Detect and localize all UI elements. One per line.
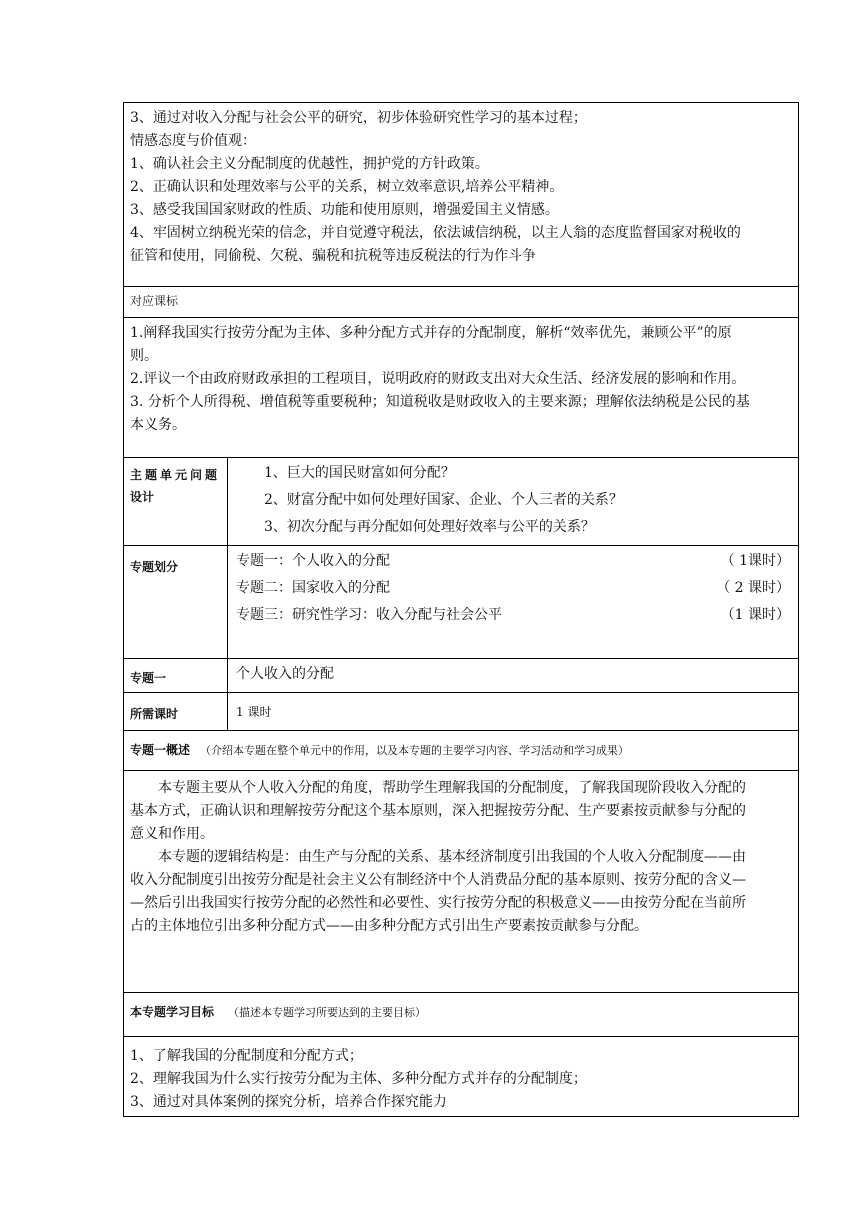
goal-line: 1、了解我国的分配制度和分配方式； (130, 1048, 363, 1064)
curriculum-label-cell (124, 287, 798, 318)
overview-line: 本专题主要从个人收入分配的角度，帮助学生理解我国的分配制度，了解我国现阶段收入分配的 (158, 780, 746, 796)
objective-line: 3、通过对收入分配与社会公平的研究，初步体验研究性学习的基本过程； (130, 110, 587, 126)
topic-division-item (236, 548, 790, 575)
objective-line: 4、牢固树立纳税光荣的信念，并自觉遵守税法，依法诚信纳税，以主人翁的态度监督国家对税收的 (130, 225, 741, 241)
curriculum-line: 3. 分析个人所得税、增值税等重要税种；知道税收是财政收入的主要来源；理解依法纳税是公民的基 (130, 394, 750, 410)
goals-label: 本专题学习目标 (130, 1005, 215, 1019)
goals-label-cell (124, 993, 798, 1037)
unit-questions-row (124, 458, 798, 546)
unit-questions-list (228, 458, 798, 545)
objective-line: 情感态度与价值观： (130, 133, 256, 149)
topic-division-item (236, 602, 790, 629)
topic-name: 专题二：国家收入的分配 (236, 580, 390, 596)
curriculum-line: 1.阐释我国实行按劳分配为主体、多种分配方式并存的分配制度，解析“效率优先，兼顾公平”的原 (130, 325, 732, 341)
overview-text (124, 771, 798, 938)
objectives-text (124, 103, 798, 268)
topic-hours: （1 课时） (720, 607, 790, 623)
lesson-plan-table (123, 102, 799, 1117)
curriculum-line: 则。 (130, 348, 158, 364)
overview-line: 收入分配制度引出按劳分配是社会主义公有制经济中个人消费品分配的基本原则、按劳分配的含义— (130, 872, 746, 888)
goals-text (124, 1037, 798, 1114)
goals-content-cell (124, 1037, 798, 1116)
unit-questions-label-line2: 设计 (130, 490, 155, 504)
unit-question-item: 1、巨大的国民财富如何分配？ (264, 465, 455, 481)
unit-question-item: 3、初次分配与再分配如何处理好效率与公平的关系？ (264, 519, 595, 535)
overview-line: —然后引出我国实行按劳分配的必然性和必要性、实行按劳分配的积极意义——由按劳分配在当前所 (130, 895, 746, 911)
topic-name: 专题一：个人收入的分配 (236, 553, 390, 569)
topic-division-list (228, 546, 798, 658)
curriculum-label: 对应课标 (130, 294, 179, 308)
hours-row (124, 693, 798, 731)
unit-questions-label-line1: 主题单元问题 (130, 468, 221, 482)
topic-division-row (124, 546, 798, 659)
objective-line: 2、正确认识和处理效率与公平的关系，树立效率意识,培养公平精神。 (130, 179, 564, 195)
unit-questions-label (124, 458, 228, 545)
topic-name: 专题三：研究性学习：收入分配与社会公平 (236, 607, 502, 623)
overview-label-cell (124, 731, 798, 771)
topic-hours: （ 2 课时） (716, 580, 790, 596)
topic-one-row (124, 659, 798, 693)
unit-question-item: 2、财富分配中如何处理好国家、企业、个人三者的关系？ (264, 492, 623, 508)
overview-note: （介绍本专题在整个单元中的作用，以及本专题的主要学习内容、学习活动和学习成果） (200, 744, 630, 757)
overview-content-cell (124, 771, 798, 993)
goal-line: 2、理解我国为什么实行按劳分配为主体、多种分配方式并存的分配制度； (130, 1071, 587, 1087)
curriculum-content-cell (124, 318, 798, 458)
overview-line: 基本方式，正确认识和理解按劳分配这个基本原则，深入把握按劳分配、生产要素按贡献参与分配的 (130, 803, 746, 819)
objective-line: 1、确认社会主义分配制度的优越性，拥护党的方针政策。 (130, 156, 489, 172)
objective-line: 3、感受我国国家财政的性质、功能和使用原则，增强爱国主义情感。 (130, 202, 559, 218)
overview-line: 意义和作用。 (130, 826, 214, 842)
overview-line: 本专题的逻辑结构是：由生产与分配的关系、基本经济制度引出我国的个人收入分配制度——由 (158, 849, 746, 865)
overview-label: 专题一概述 (130, 743, 191, 757)
goal-line: 3、通过对具体案例的探究分析，培养合作探究能力 (130, 1094, 447, 1110)
hours-value: 1 课时 (236, 705, 272, 719)
overview-line: 占的主体地位引出多种分配方式——由多种分配方式引出生产要素按贡献参与分配。 (130, 918, 648, 934)
objectives-cell (124, 103, 798, 287)
curriculum-line: 本义务。 (130, 417, 186, 433)
topic-division-label: 专题划分 (124, 546, 228, 658)
topic-one-label: 专题一 (124, 659, 228, 692)
objective-line: 征管和使用，同偷税、欠税、骗税和抗税等违反税法的行为作斗争 (130, 248, 536, 264)
topic-division-item (236, 575, 790, 602)
goals-note: （描述本专题学习所要达到的主要目标） (228, 1006, 427, 1019)
topic-hours: （ 1课时） (720, 553, 790, 569)
hours-label: 所需课时 (124, 693, 228, 730)
curriculum-line: 2.评议一个由政府财政承担的工程项目，说明政府的财政支出对大众生活、经济发展的影响和作用。 (130, 371, 746, 387)
topic-one-value: 个人收入的分配 (236, 666, 334, 682)
curriculum-text (124, 318, 798, 437)
